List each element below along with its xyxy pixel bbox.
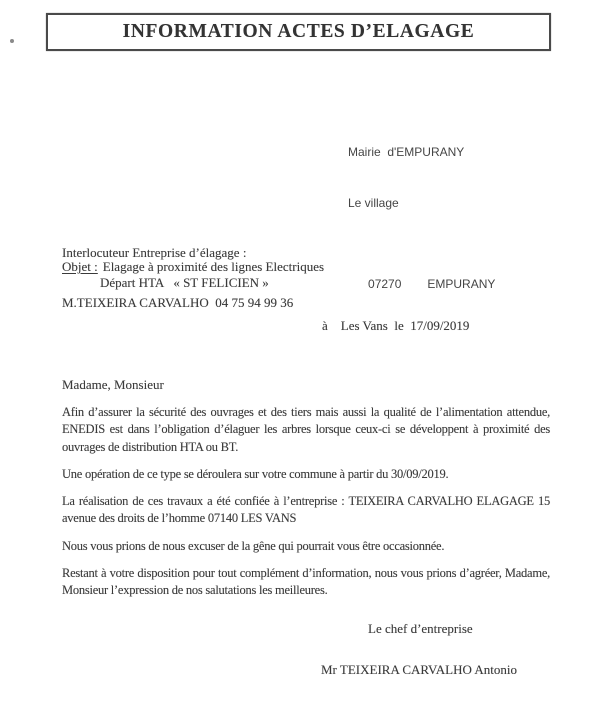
place-date-line: à Les Vans le 17/09/2019 [322,318,470,333]
signature-role: Le chef d’entreprise [368,621,473,636]
letter-body [62,404,550,610]
scan-speck-artifact [10,39,14,43]
subject-line2: Départ HTA « ST FELICIEN » [100,275,269,290]
contact-value: M.TEIXEIRA CARVALHO 04 75 94 99 36 [62,294,294,310]
subject-line1 [62,259,324,275]
paragraph-security: Afin d’assurer la sécurité des ouvrages et des tiers mais aussi la qualité de l’alimentation attendue, ENEDIS est dans l’obligation d’élaguer les arbres lorsque ceux-ci se développent à proximité des ouvrages de distribution HTA ou BT. [62,405,550,454]
subject-label: Objet : [62,259,98,274]
title-box [46,13,551,51]
salutation: Madame, Monsieur [62,377,164,392]
recipient-name: Mairie d'EMPURANY [348,145,465,159]
recipient-street: Le village [348,196,399,210]
paragraph-contractor: La réalisation de ces travaux a été confiée à l’entreprise : TEIXEIRA CARVALHO ELAGAGE 15 avenue des droits de l’homme 07140 LES VANS [62,494,550,526]
recipient-city: EMPURANY [427,277,496,291]
recipient-address-block [348,110,495,344]
recipient-postal-code: 07270 [368,277,402,291]
paragraph-apology: Nous vous prions de nous excuser de la gêne qui pourrait vous être occasionnée. [62,538,445,553]
recipient-postal-line [348,259,495,310]
page-title: INFORMATION ACTES D’ELAGAGE [122,21,475,42]
signature-name: Mr TEIXEIRA CARVALHO Antonio [321,662,518,677]
subject-block [62,259,324,291]
paragraph-closing: Restant à votre disposition pour tout complément d’information, nous vous prions d’agréer, Madame, Monsieur l’expression de nos salutations les meilleures. [62,566,550,598]
subject-text: Elagage à proximité des lignes Electriques [102,259,325,274]
contact-label: Interlocuteur Entreprise d’élagage : [62,245,247,260]
paragraph-operation-date: Une opération de ce type se déroulera sur votre commune à partir du 30/09/2019. [62,466,449,481]
